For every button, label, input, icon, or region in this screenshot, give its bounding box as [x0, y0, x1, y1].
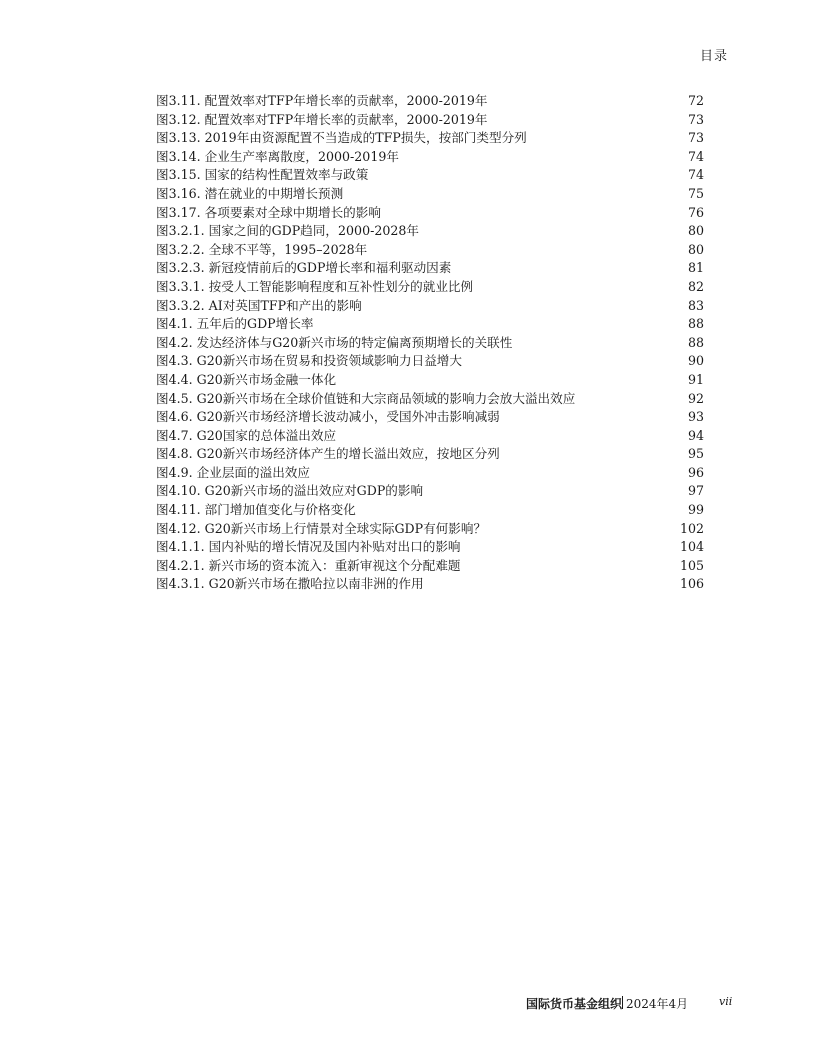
- toc-entry-title[interactable]: 图4.7. G20国家的总体溢出效应: [156, 427, 337, 443]
- toc-entry-page[interactable]: 106: [679, 576, 704, 592]
- toc-entry-page[interactable]: 80: [687, 241, 704, 257]
- toc-entry[interactable]: [156, 278, 704, 297]
- toc-entry-title[interactable]: 图3.2.3. 新冠疫情前后的GDP增长率和福利驱动因素: [156, 260, 452, 276]
- figure-list: [156, 92, 704, 594]
- toc-entry[interactable]: [156, 427, 704, 446]
- toc-entry-title[interactable]: 图3.12. 配置效率对TFP年增长率的贡献率，2000-2019年: [156, 111, 488, 127]
- toc-entry[interactable]: [156, 390, 704, 409]
- toc-entry-page[interactable]: 93: [687, 409, 704, 425]
- toc-entry-page[interactable]: 88: [687, 316, 704, 332]
- toc-entry[interactable]: [156, 129, 704, 148]
- toc-entry[interactable]: [156, 166, 704, 185]
- toc-entry[interactable]: [156, 297, 704, 316]
- toc-entry-page[interactable]: 88: [687, 334, 704, 350]
- toc-entry[interactable]: [156, 482, 704, 501]
- toc-entry-page[interactable]: 72: [687, 93, 704, 108]
- toc-entry-title[interactable]: 图4.5. G20新兴市场在全球价值链和大宗商品领域的影响力会放大溢出效应: [156, 390, 576, 406]
- toc-entry-title[interactable]: 图3.17. 各项要素对全球中期增长的影响: [156, 204, 381, 220]
- toc-entry[interactable]: [156, 92, 704, 111]
- toc-entry[interactable]: [156, 185, 704, 204]
- toc-entry-page[interactable]: 102: [679, 520, 704, 536]
- toc-entry-page[interactable]: 75: [687, 185, 704, 201]
- toc-entry-title[interactable]: 图4.12. G20新兴市场上行情景对全球实际GDP有何影响？: [156, 520, 487, 536]
- toc-entry[interactable]: [156, 148, 704, 167]
- toc-entry-page[interactable]: 74: [687, 148, 704, 164]
- toc-entry-page[interactable]: 83: [687, 297, 704, 313]
- toc-entry-page[interactable]: 96: [687, 464, 704, 480]
- toc-entry-page[interactable]: 92: [687, 390, 704, 406]
- toc-entry-page[interactable]: 73: [687, 130, 704, 146]
- toc-entry[interactable]: [156, 259, 704, 278]
- toc-entry-title[interactable]: 图3.3.1. 按受人工智能影响程度和互补性划分的就业比例: [156, 278, 474, 294]
- toc-entry-page[interactable]: 73: [687, 111, 704, 127]
- toc-entry-title[interactable]: 图3.3.2. AI对英国TFP和产出的影响: [156, 297, 362, 313]
- toc-entry-page[interactable]: 74: [687, 167, 704, 183]
- toc-entry[interactable]: [156, 575, 704, 594]
- toc-entry[interactable]: [156, 334, 704, 353]
- section-label: 目录: [699, 49, 728, 64]
- toc-entry[interactable]: [156, 408, 704, 427]
- footer-date: 2024年4月: [626, 997, 689, 1011]
- toc-entry-title[interactable]: 图3.15. 国家的结构性配置效率与政策: [156, 167, 369, 183]
- toc-entry-title[interactable]: 图4.3. G20新兴市场在贸易和投资领域影响力日益增大: [156, 353, 462, 369]
- toc-entry-page[interactable]: 105: [679, 557, 704, 573]
- toc-entry-title[interactable]: 图4.9. 企业层面的溢出效应: [156, 464, 310, 480]
- toc-entry[interactable]: [156, 111, 704, 130]
- toc-entry-title[interactable]: 图3.2.2. 全球不平等，1995–2028年: [156, 241, 368, 257]
- toc-entry-title[interactable]: 图3.13. 2019年由资源配置不当造成的TFP损失，按部门类型分列: [156, 130, 527, 146]
- toc-entry[interactable]: [156, 501, 704, 520]
- toc-entry[interactable]: [156, 538, 704, 557]
- toc-entry-page[interactable]: 99: [687, 502, 704, 518]
- toc-entry-title[interactable]: 图4.8. G20新兴市场经济体产生的增长溢出效应，按地区分列: [156, 446, 500, 462]
- toc-entry-page[interactable]: 91: [687, 371, 704, 387]
- toc-entry-page[interactable]: 76: [687, 204, 704, 220]
- toc-entry-title[interactable]: 图4.4. G20新兴市场金融一体化: [156, 371, 337, 387]
- toc-entry-page[interactable]: 94: [687, 427, 704, 443]
- toc-entry-title[interactable]: 图4.2.1. 新兴市场的资本流入：重新审视这个分配难题: [156, 557, 461, 573]
- toc-entry-title[interactable]: 图4.2. 发达经济体与G20新兴市场的特定偏离预期增长的关联性: [156, 334, 513, 350]
- toc-entry-title[interactable]: 图4.6. G20新兴市场经济增长波动减小，受国外冲击影响减弱: [156, 409, 500, 425]
- toc-entry[interactable]: [156, 315, 704, 334]
- toc-entry-title[interactable]: 图3.2.1. 国家之间的GDP趋同，2000-2028年: [156, 223, 419, 239]
- toc-entry[interactable]: [156, 204, 704, 223]
- toc-entry-title[interactable]: 图3.16. 潜在就业的中期增长预测: [156, 185, 344, 201]
- toc-entry-page[interactable]: 81: [687, 260, 704, 276]
- footer-organization: 国际货币基金组织: [525, 997, 622, 1011]
- toc-entry-page[interactable]: 80: [687, 223, 704, 239]
- toc-entry[interactable]: [156, 464, 704, 483]
- toc-entry-page[interactable]: 82: [687, 278, 704, 294]
- toc-entry[interactable]: [156, 445, 704, 464]
- toc-entry-title[interactable]: 图4.1.1. 国内补贴的增长情况及国内补贴对出口的影响: [156, 539, 461, 555]
- toc-entry-title[interactable]: 图4.1. 五年后的GDP增长率: [156, 316, 314, 332]
- toc-entry-title[interactable]: 图3.11. 配置效率对TFP年增长率的贡献率，2000-2019年: [156, 93, 488, 108]
- toc-entry-page[interactable]: 90: [687, 353, 704, 369]
- footer-page-number: vii: [719, 995, 733, 1008]
- footer-divider: [622, 996, 623, 1009]
- toc-entry-title[interactable]: 图3.14. 企业生产率离散度，2000-2019年: [156, 148, 399, 164]
- toc-entry[interactable]: [156, 520, 704, 539]
- toc-entry-page[interactable]: 104: [679, 539, 704, 555]
- toc-entry[interactable]: [156, 241, 704, 260]
- page-footer: [0, 995, 816, 1015]
- toc-entry-page[interactable]: 95: [687, 446, 704, 462]
- toc-entry[interactable]: [156, 352, 704, 371]
- toc-entry[interactable]: [156, 371, 704, 390]
- toc-entry-page[interactable]: 97: [687, 483, 704, 499]
- toc-entry-title[interactable]: 图4.11. 部门增加值变化与价格变化: [156, 502, 356, 518]
- toc-entry-title[interactable]: 图4.3.1. G20新兴市场在撒哈拉以南非洲的作用: [156, 576, 424, 592]
- toc-entry[interactable]: [156, 222, 704, 241]
- toc-entry[interactable]: [156, 557, 704, 576]
- toc-entry-title[interactable]: 图4.10. G20新兴市场的溢出效应对GDP的影响: [156, 483, 424, 499]
